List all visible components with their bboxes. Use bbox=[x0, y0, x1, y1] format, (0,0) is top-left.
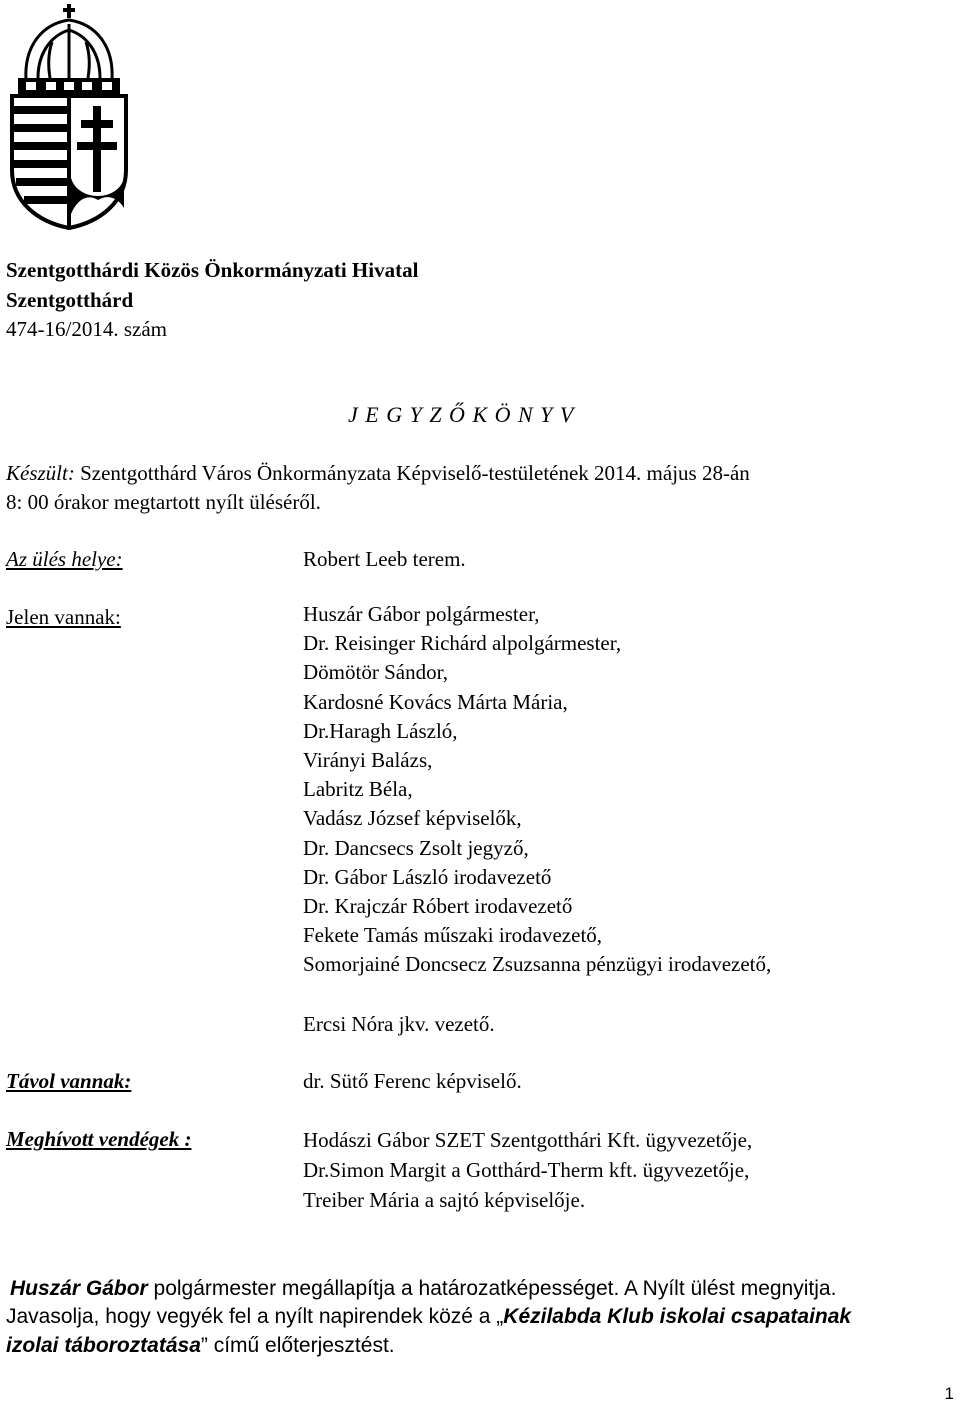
agenda-title-part-1: Kézilabda Klub iskolai csapatainak bbox=[503, 1305, 852, 1328]
list-item: Treiber Mária a sajtó képviselője. bbox=[303, 1188, 586, 1212]
list-item: Virányi Balázs, bbox=[303, 747, 433, 772]
document-number: 474-16/2014. szám bbox=[6, 317, 167, 341]
agenda-title-part-2: izolai táboroztatása bbox=[6, 1334, 201, 1357]
made-text-2: 8: 00 órakor megtartott nyílt üléséről. bbox=[6, 490, 321, 514]
venue-value: Robert Leeb terem. bbox=[303, 547, 466, 571]
made-label: Készült: bbox=[6, 461, 75, 485]
page-number: 1 bbox=[944, 1384, 954, 1403]
mayor-name: Huszár Gábor bbox=[10, 1277, 148, 1300]
guests-label: Meghívott vendégek : bbox=[6, 1127, 192, 1151]
list-item: Vadász József képviselők, bbox=[303, 806, 522, 831]
present-label: Jelen vannak: bbox=[6, 605, 121, 629]
guests-list bbox=[303, 1125, 752, 1215]
list-item: Fekete Tamás műszaki irodavezető, bbox=[303, 923, 603, 948]
office-name: Szentgotthárdi Közös Önkormányzati Hivatal bbox=[6, 258, 419, 282]
list-item: Dr.Simon Margit a Gotthárd-Therm kft. ügyvezetője, bbox=[303, 1158, 750, 1182]
list-item: Labritz Béla, bbox=[303, 777, 413, 802]
absent-value: dr. Sütő Ferenc képviselő. bbox=[303, 1069, 522, 1093]
made-text-1: Szentgotthárd Város Önkormányzata Képviselő-testületének 2014. május 28-án bbox=[74, 461, 750, 485]
list-item: Dr. Reisinger Richárd alpolgármester, bbox=[303, 631, 622, 656]
closing-line-2 bbox=[6, 1302, 851, 1331]
list-item: Huszár Gábor polgármester, bbox=[303, 602, 540, 626]
closing-text-2: Javasolja, hogy vegyék fel a nyílt napirendek közé a „ bbox=[6, 1305, 504, 1328]
list-item: Somorjainé Doncsecz Zsuzsanna pénzügyi irodavezető, bbox=[303, 952, 772, 977]
list-item: Dr.Haragh László, bbox=[303, 718, 458, 743]
list-item: Dr. Gábor László irodavezető bbox=[303, 864, 552, 889]
list-item: Hodászi Gábor SZET Szentgotthári Kft. ügyvezetője, bbox=[303, 1128, 753, 1152]
closing-text-1: polgármester megállapítja a határozatképességet. A Nyílt ülést megnyitja. bbox=[147, 1277, 837, 1300]
closing-line-3 bbox=[6, 1331, 395, 1360]
hungarian-coat-of-arms-icon bbox=[8, 2, 130, 230]
city-name: Szentgotthárd bbox=[6, 288, 134, 312]
closing-text-3: ” című előterjesztést. bbox=[200, 1334, 395, 1357]
list-item: Dömötör Sándor, bbox=[303, 660, 448, 685]
absent-label: Távol vannak: bbox=[6, 1069, 132, 1093]
venue-label: Az ülés helye: bbox=[6, 547, 123, 571]
made-line-1 bbox=[6, 459, 750, 488]
list-item: Dr. Krajczár Róbert irodavezető bbox=[303, 893, 573, 918]
closing-line-1 bbox=[10, 1274, 836, 1303]
list-item: Kardosné Kovács Márta Mária, bbox=[303, 689, 568, 714]
recorder: Ercsi Nóra jkv. vezető. bbox=[303, 1012, 495, 1036]
list-item: Dr. Dancsecs Zsolt jegyző, bbox=[303, 835, 529, 860]
present-list bbox=[303, 600, 771, 979]
page-title: J E G Y Z Ő K Ö N Y V bbox=[348, 402, 575, 427]
